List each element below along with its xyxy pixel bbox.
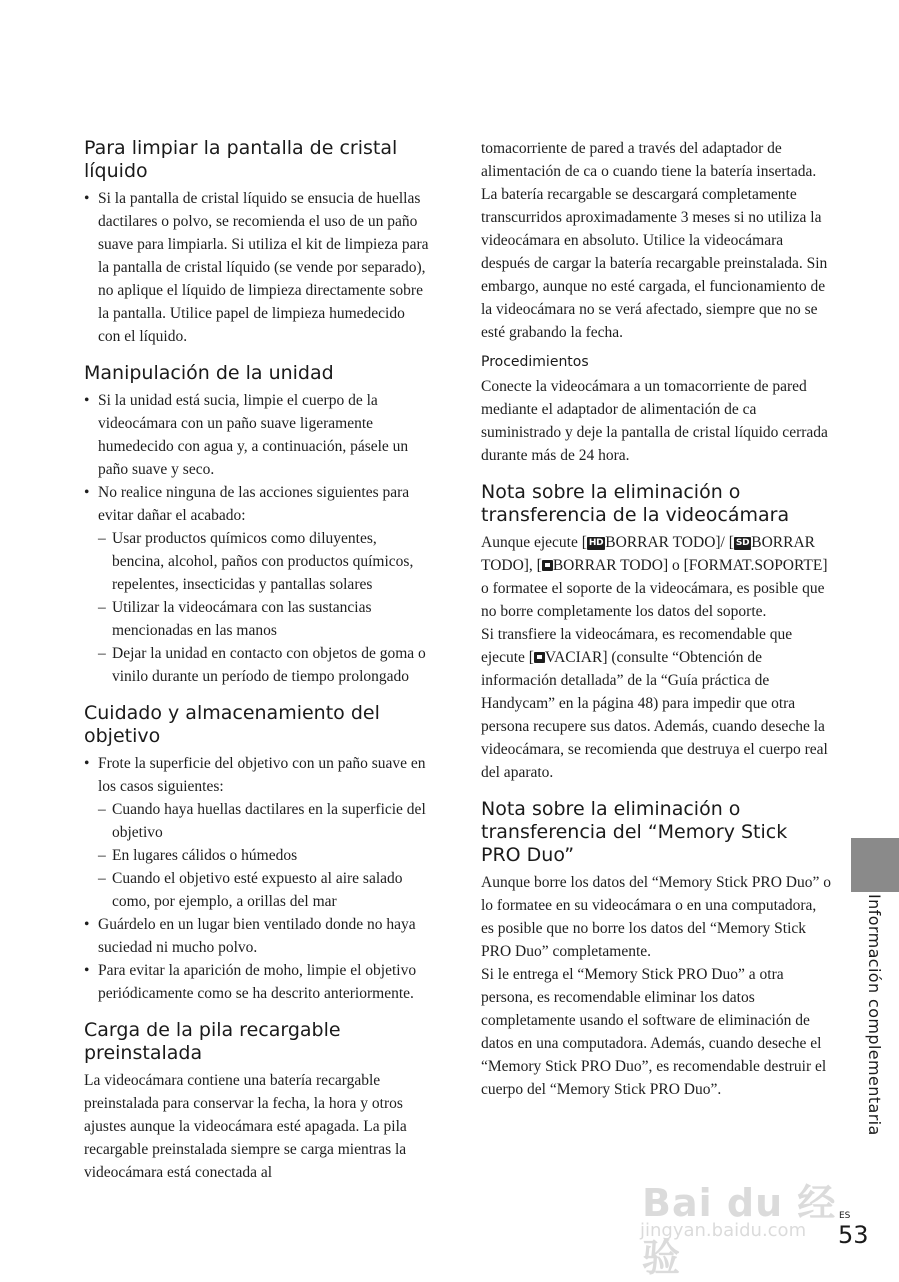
camera-transfer-text bbox=[481, 623, 831, 784]
page-number: 53 bbox=[838, 1221, 869, 1249]
left-column bbox=[84, 137, 429, 1198]
sub-list-item: – Utilizar la videocámara con las sustancias mencionadas en las manos bbox=[84, 596, 429, 642]
internal-memory-icon bbox=[534, 652, 545, 663]
sub-list-item: – Cuando haya huellas dactilares en la superficie del objetivo bbox=[84, 798, 429, 844]
heading-camera-disposal: Nota sobre la eliminación o transferencia de la videocámara bbox=[481, 481, 790, 526]
section-handling bbox=[84, 362, 429, 688]
heading-memory-stick-disposal: Nota sobre la eliminación o transferencia del “Memory Stick PRO Duo” bbox=[481, 798, 788, 866]
battery-continued-text: tomacorriente de pared a través del adaptador de alimentación de ca o cuando tiene la batería insertada. La batería recargable se descargará completamente transcurridos aproximadamente 3 meses si no utiliza la videocámara en absoluto. Utilice la videocámara después de cargar la batería recargable preinstalada. Sin embargo, aunque no esté cargada, el funcionamiento de la videocámara no se verá afectado, siempre que no se esté grabando la fecha. bbox=[481, 140, 828, 341]
heading-lens-care: Cuidado y almacenamiento del objetivo bbox=[84, 702, 380, 747]
section-tab-marker bbox=[851, 838, 899, 892]
section-side-label: Información complementaria bbox=[865, 894, 884, 1136]
sub-list-item: – Usar productos químicos como diluyentes, bencina, alcohol, paños con productos químicos, repelentes, insecticidas y pantallas solares bbox=[84, 527, 429, 596]
battery-charge-text: La videocámara contiene una batería recargable preinstalada para conservar la fecha, la hora y otros ajustes aunque la videocámara esté apagada. La pila recargable preinstalada siempre se carga mientras la videocámara está conectada al bbox=[84, 1072, 407, 1181]
list-item: • Si la unidad está sucia, limpie el cuerpo de la videocámara con un paño suave ligeramente humedecido con agua y, a continuación, pásele un paño suave y seco. bbox=[84, 389, 429, 481]
text-fragment: BORRAR TODO], [ bbox=[481, 534, 815, 574]
handling-list bbox=[84, 389, 429, 688]
sub-list-item: – En lugares cálidos o húmedos bbox=[84, 844, 429, 867]
text-fragment: BORRAR TODO]/ [ bbox=[605, 534, 734, 551]
watermark-main-text: Bai du 经验 bbox=[642, 1181, 837, 1280]
lcd-cleaning-list bbox=[84, 187, 429, 348]
section-lens-care bbox=[84, 702, 429, 1005]
right-column bbox=[481, 137, 831, 1115]
list-item: • Para evitar la aparición de moho, limpie el objetivo periódicamente como se ha descrito anteriormente. bbox=[84, 959, 429, 1005]
page-language-code: ES bbox=[839, 1211, 851, 1221]
camera-disposal-text bbox=[481, 531, 831, 623]
procedures-heading: Procedimientos bbox=[481, 354, 589, 370]
list-item: • Guárdelo en un lugar bien ventilado donde no haya suciedad ni mucho polvo. bbox=[84, 913, 429, 959]
procedures-text: Conecte la videocámara a un tomacorriente de pared mediante el adaptador de alimentación de ca suministrado y deje la pantalla de cristal líquido cerrada durante más de 24 hora. bbox=[481, 378, 828, 464]
text-fragment: BORRAR TODO] o [FORMAT.SOPORTE] o formatee el soporte de la videocámara, es posible que no borre completamente los datos del soporte. bbox=[481, 557, 828, 620]
heading-battery-charge: Carga de la pila recargable preinstalada bbox=[84, 1019, 341, 1064]
heading-handling: Manipulación de la unidad bbox=[84, 362, 334, 384]
text-fragment: VACIAR] (consulte “Obtención de información detallada” de la “Guía práctica de Handycam” en la página 48) para impedir que otra persona recupere sus datos. Además, cuando deseche la videocámara, se recomienda que destruya el cuerpo real del aparato. bbox=[481, 649, 828, 781]
section-memory-stick-disposal bbox=[481, 798, 831, 1101]
sub-list-item: – Cuando el objetivo esté expuesto al aire salado como, por ejemplo, a orillas del mar bbox=[84, 867, 429, 913]
memory-card-icon bbox=[542, 560, 553, 571]
watermark-logo bbox=[636, 1168, 846, 1280]
list-item: • No realice ninguna de las acciones siguientes para evitar dañar el acabado: bbox=[84, 481, 429, 527]
memory-stick-text-2: Si le entrega el “Memory Stick PRO Duo” a otra persona, es recomendable eliminar los datos completamente usando el software de eliminación de datos en una computadora. Además, cuando deseche el “Memory Stick PRO Duo”, es recomendable destruir el cuerpo del “Memory Stick PRO Duo”. bbox=[481, 966, 827, 1098]
section-battery-charge bbox=[84, 1019, 429, 1184]
hd-quality-icon: HD bbox=[588, 538, 604, 548]
memory-stick-text-1: Aunque borre los datos del “Memory Stick PRO Duo” o lo formatee en su videocámara o en una computadora, es posible que no borre los datos del “Memory Stick PRO Duo” completamente. bbox=[481, 874, 831, 960]
section-battery-continued bbox=[481, 137, 831, 467]
list-item: • Si la pantalla de cristal líquido se ensucia de huellas dactilares o polvo, se recomienda el uso de un paño suave para limpiarla. Si utiliza el kit de limpieza para la pantalla de cristal líquido (se vende por separado), no aplique el líquido de limpieza directamente sobre la pantalla. Utilice papel de limpieza humedecido con el líquido. bbox=[84, 187, 429, 348]
sd-quality-icon: SD bbox=[735, 538, 750, 548]
heading-lcd-cleaning: Para limpiar la pantalla de cristal líquido bbox=[84, 137, 398, 182]
lens-care-list bbox=[84, 752, 429, 1005]
text-fragment: Si transfiere la videocámara, es recomendable que ejecute [ bbox=[481, 626, 793, 666]
text-fragment: Aunque ejecute [ bbox=[481, 534, 587, 551]
sub-list-item: – Dejar la unidad en contacto con objetos de goma o vinilo durante un período de tiempo prolongado bbox=[84, 642, 429, 688]
section-camera-disposal bbox=[481, 481, 831, 784]
section-lcd-cleaning bbox=[84, 137, 429, 348]
list-item: • Frote la superficie del objetivo con un paño suave en los casos siguientes: bbox=[84, 752, 429, 798]
watermark-url-text: jingyan.baidu.com bbox=[640, 1220, 807, 1241]
